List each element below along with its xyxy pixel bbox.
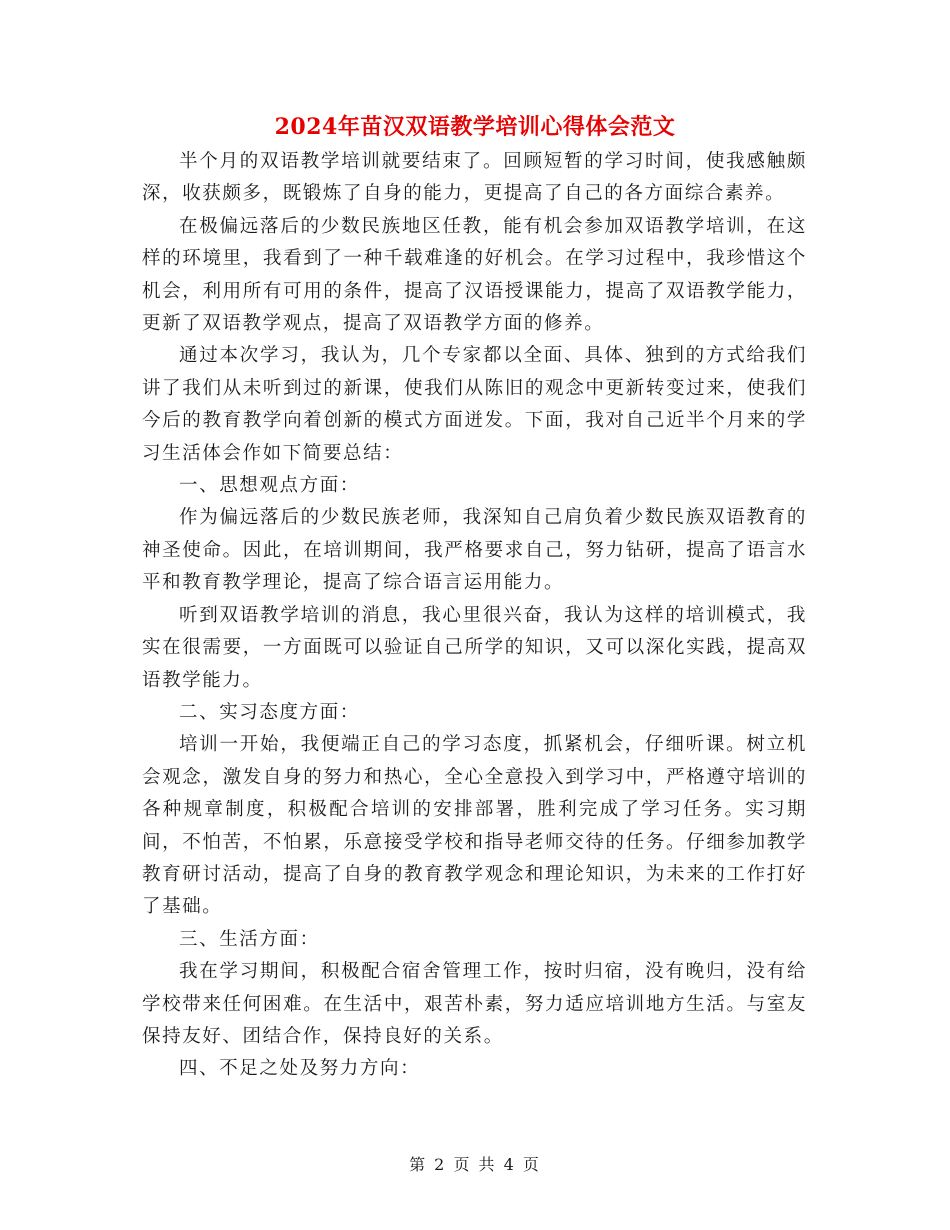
section-heading: 三、生活方面：: [179, 928, 320, 950]
section-heading: 二、实习态度方面：: [179, 701, 360, 723]
paragraph: 我在学习期间，积极配合宿舍管理工作，按时归宿，没有晚归，没有给学校带来任何困难。在生活中，艰苦朴素，努力适应培训地方生活。与室友保持友好、团结合作，保持良好的关系。: [142, 961, 807, 1047]
paragraph: 半个月的双语教学培训就要结束了。回顾短暂的学习时间，使我感触颇深，收获颇多，既锻炼了自身的能力，更提高了自己的各方面综合素养。: [142, 151, 807, 205]
section-heading: 四、不足之处及努力方向：: [179, 1058, 421, 1080]
paragraph: 通过本次学习，我认为，几个专家都以全面、具体、独到的方式给我们讲了我们从未听到过的新课，使我们从陈旧的观念中更新转变过来，使我们今后的教育教学向着创新的模式方面迸发。下面，我对自己近半个月来的学习生活体会作如下简要总结：: [142, 345, 807, 464]
paragraph: 在极偏远落后的少数民族地区任教，能有机会参加双语教学培训，在这样的环境里，我看到了一种千载难逢的好机会。在学习过程中，我珍惜这个机会，利用所有可用的条件，提高了汉语授课能力，提高了双语教学能力，更新了双语教学观点，提高了双语教学方面的修养。: [142, 215, 807, 335]
page-number-footer: 第 2 页 共 4 页: [409, 1155, 541, 1174]
paragraph: 作为偏远落后的少数民族老师，我深知自己肩负着少数民族双语教育的神圣使命。因此，在培训期间，我严格要求自己，努力钻研，提高了语言水平和教育教学理论，提高了综合语言运用能力。: [142, 507, 807, 594]
section-heading: 一、思想观点方面：: [179, 475, 360, 497]
document-title: 2024年苗汉双语教学培训心得体会范文: [274, 114, 676, 140]
paragraph: 培训一开始，我便端正自己的学习态度，抓紧机会，仔细听课。树立机会观念，激发自身的努力和热心，全心全意投入到学习中，严格遵守培训的各种规章制度，积极配合培训的安排部署，胜利完成了学习任务。实习期间，不怕苦，不怕累，乐意接受学校和指导老师交待的任务。仔细参加教学教育研讨活动，提高了自身的教育教学观念和理论知识，为未来的工作打好了基础。: [142, 734, 807, 918]
document-body: [142, 146, 807, 1086]
paragraph: 听到双语教学培训的消息，我心里很兴奋，我认为这样的培训模式，我实在很需要，一方面既可以验证自己所学的知识，又可以深化实践，提高双语教学能力。: [142, 604, 807, 691]
